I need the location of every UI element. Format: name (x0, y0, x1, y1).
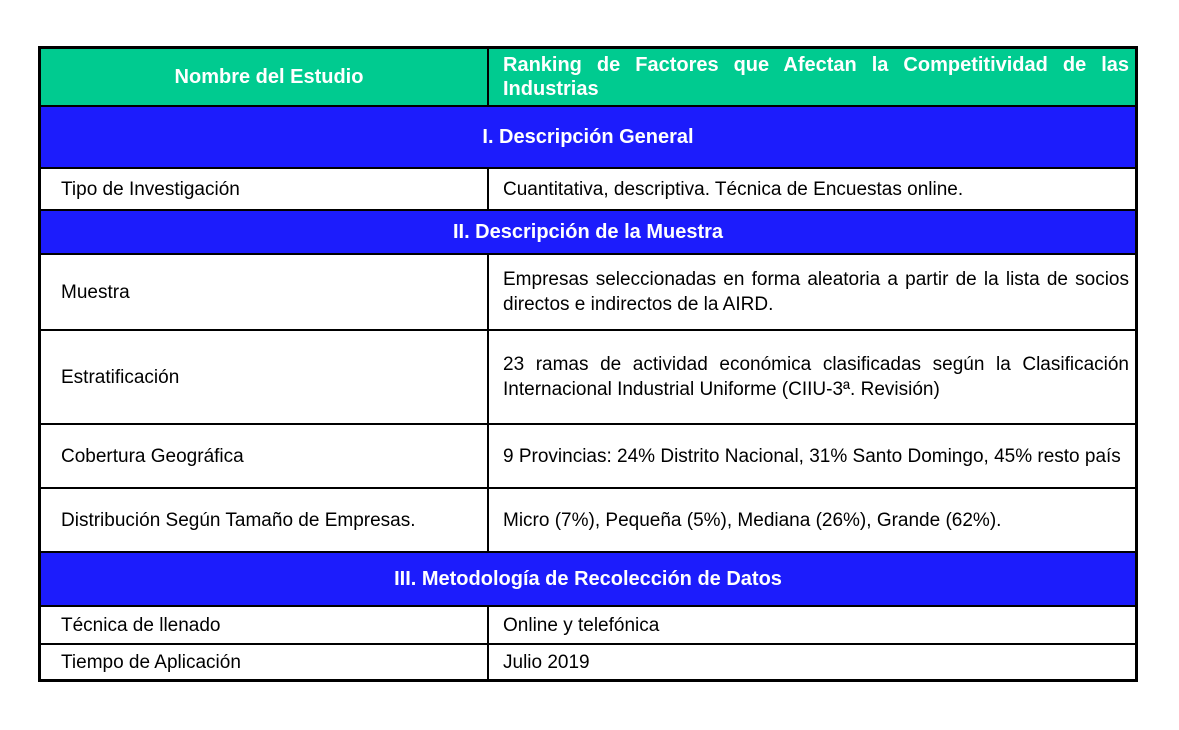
table-row (41, 645, 1135, 679)
section-title: I. Descripción General (482, 125, 694, 148)
row-value: Cuantitativa, descriptiva. Técnica de Encuestas online. (503, 178, 964, 200)
row-label: Estratificación (61, 366, 180, 388)
row-label: Tipo de Investigación (61, 178, 240, 200)
table-row (41, 331, 1135, 425)
table-header-row (41, 49, 1135, 107)
table-row (41, 489, 1135, 553)
row-value-cell (487, 607, 1135, 643)
row-value-cell (487, 425, 1135, 487)
row-value: 23 ramas de actividad económica clasificadas según la Clasificación Internacional Industrial Uniforme (CIIU-3ª. Revisión) (503, 354, 1129, 400)
row-label-cell (41, 425, 487, 487)
row-value-cell (487, 645, 1135, 679)
table-row (41, 169, 1135, 211)
row-label-cell (41, 169, 487, 209)
table-row (41, 607, 1135, 645)
row-label-cell (41, 607, 487, 643)
table-row (41, 255, 1135, 331)
section-header-metodologia (41, 553, 1135, 607)
row-value: Online y telefónica (503, 614, 660, 636)
row-value-cell (487, 331, 1135, 423)
study-name-header-cell (41, 49, 487, 105)
row-label: Tiempo de Aplicación (61, 651, 241, 673)
row-value: Julio 2019 (503, 651, 590, 673)
study-title-text: Ranking de Factores que Afectan la Competitividad de las Industrias (503, 54, 1129, 100)
row-label-cell (41, 489, 487, 551)
section-header-muestra (41, 211, 1135, 255)
row-label-cell (41, 645, 487, 679)
section-header-general (41, 107, 1135, 169)
row-label: Cobertura Geográfica (61, 445, 244, 467)
study-description-table (38, 46, 1138, 682)
row-value-cell (487, 489, 1135, 551)
row-label: Muestra (61, 281, 130, 303)
row-value: Micro (7%), Pequeña (5%), Mediana (26%), Grande (62%). (503, 509, 1002, 531)
row-label: Técnica de llenado (61, 614, 221, 636)
section-title: II. Descripción de la Muestra (452, 220, 724, 243)
row-value-cell (487, 169, 1135, 209)
row-label: Distribución Según Tamaño de Empresas. (61, 509, 416, 531)
section-title: III. Metodología de Recolección de Datos (394, 567, 782, 590)
row-label-cell (41, 331, 487, 423)
row-value: Empresas seleccionadas en forma aleatoria a partir de la lista de socios directos e indirectos de la AIRD. (503, 269, 1129, 315)
study-name-label: Nombre del Estudio (174, 65, 364, 88)
row-value: 9 Provincias: 24% Distrito Nacional, 31% Santo Domingo, 45% resto país (503, 445, 1121, 467)
study-title-cell (487, 49, 1135, 105)
row-label-cell (41, 255, 487, 329)
row-value-cell (487, 255, 1135, 329)
table-row (41, 425, 1135, 489)
